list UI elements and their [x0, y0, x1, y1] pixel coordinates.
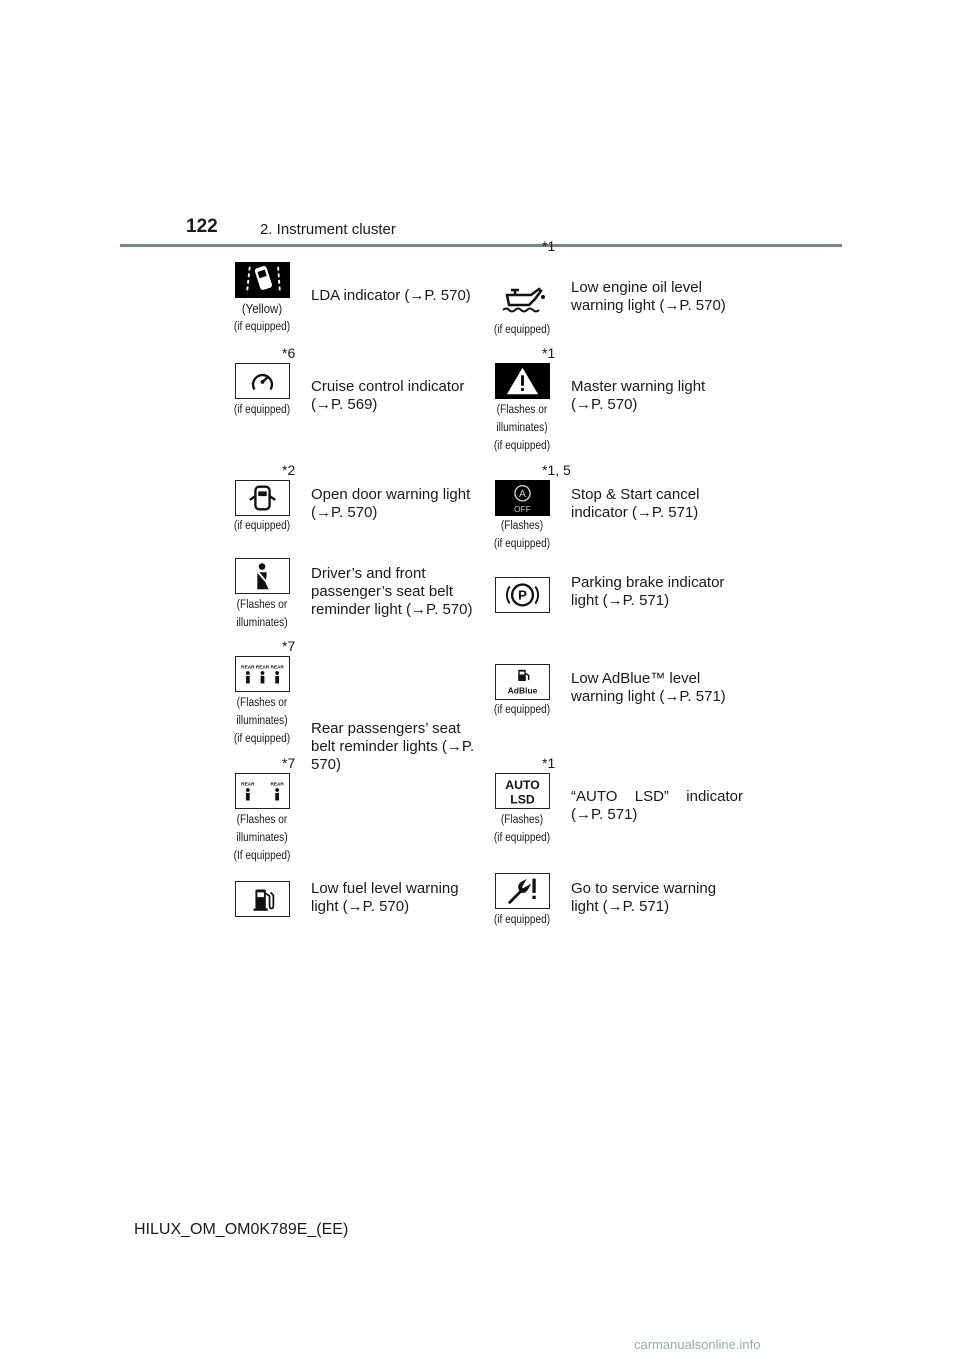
door-description: Open door warning light (→P. 570)	[311, 486, 471, 521]
auto-start-off-icon	[495, 480, 550, 516]
document-code: HILUX_OM_OM0K789E_(EE)	[134, 1221, 349, 1238]
svg-text:REAR: REAR	[270, 782, 284, 788]
svg-text:P: P	[518, 587, 527, 603]
rear-belt-description: Rear passengers’ seat belt reminder lights (→P. 570)	[311, 720, 475, 773]
lda-description: LDA indicator (→P. 570)	[311, 287, 471, 304]
header-rule	[120, 244, 842, 247]
section-title: 2. Instrument cluster	[260, 221, 396, 238]
oil-can-icon	[495, 281, 550, 317]
autolsd-note: *1	[542, 755, 556, 771]
door-note: *2	[282, 462, 296, 478]
autolsd-caption: (Flashes) (if equipped)	[493, 814, 551, 844]
svg-text:AUTO: AUTO	[505, 778, 540, 793]
wrench-exclamation-icon	[495, 873, 550, 909]
parking-brake-icon	[495, 577, 550, 613]
svg-text:REAR: REAR	[255, 665, 270, 671]
svg-text:REAR: REAR	[241, 782, 255, 788]
svg-text:AdBlue: AdBlue	[507, 685, 538, 696]
rear2-caption: (Flashes or illuminates) (If equipped)	[233, 814, 291, 862]
oil-caption: (if equipped)	[493, 324, 551, 336]
svg-text:REAR: REAR	[241, 665, 255, 671]
cruise-caption: (if equipped)	[233, 404, 291, 416]
watermark: carmanualsonline.info	[634, 1337, 761, 1352]
stopstart-caption: (Flashes) (if equipped)	[493, 520, 551, 550]
cruise-note: *6	[282, 345, 296, 361]
seatbelt-caption: (Flashes or illuminates)	[236, 599, 288, 629]
auto-lsd-icon	[495, 773, 550, 809]
stopstart-description: Stop & Start cancel indicator (→P. 571)	[571, 486, 700, 521]
svg-text:A: A	[519, 489, 526, 501]
master-note: *1	[542, 345, 556, 361]
cruise-description: Cruise control indicator (→P. 569)	[311, 378, 465, 413]
parking-description: Parking brake indicator light (→P. 571)	[571, 574, 725, 609]
warning-triangle-icon	[495, 363, 550, 399]
service-description: Go to service warning light (→P. 571)	[571, 880, 717, 915]
rear3-note: *7	[282, 638, 296, 654]
oil-description: Low engine oil level warning light (→P. 570)	[571, 279, 726, 314]
adblue-caption: (if equipped)	[493, 704, 551, 716]
seatbelt-person-icon	[235, 558, 290, 594]
master-caption: (Flashes or illuminates) (if equipped)	[493, 404, 551, 452]
rear-seatbelt-three-icon	[235, 656, 290, 692]
svg-text:LSD: LSD	[510, 792, 535, 807]
rear-seatbelt-two-icon	[235, 773, 290, 809]
stopstart-note: *1, 5	[542, 462, 571, 478]
rear3-caption: (Flashes or illuminates) (if equipped)	[233, 697, 291, 745]
svg-text:OFF: OFF	[514, 504, 531, 515]
fuel-pump-icon	[235, 881, 290, 917]
lane-departure-alert-icon	[235, 262, 290, 298]
master-description: Master warning light (→P. 570)	[571, 378, 706, 413]
svg-text:REAR: REAR	[270, 665, 284, 671]
open-door-car-icon	[235, 480, 290, 516]
rear2-note: *7	[282, 755, 296, 771]
fuel-description: Low fuel level warning light (→P. 570)	[311, 880, 459, 915]
adblue-pump-icon	[495, 664, 550, 700]
lda-caption: (Yellow) (if equipped)	[233, 301, 291, 333]
door-caption: (if equipped)	[233, 520, 291, 532]
page-number: 122	[186, 216, 218, 237]
seatbelt-description: Driver’s and front passenger’s seat belt reminder light (→P. 570)	[311, 565, 473, 618]
speedometer-icon	[235, 363, 290, 399]
service-caption: (if equipped)	[493, 914, 551, 926]
oil-note: *1	[542, 238, 556, 254]
adblue-description: Low AdBlue™ level warning light (→P. 571)	[571, 670, 726, 705]
autolsd-description: “AUTO LSD” indicator (→P. 571)	[571, 788, 743, 823]
